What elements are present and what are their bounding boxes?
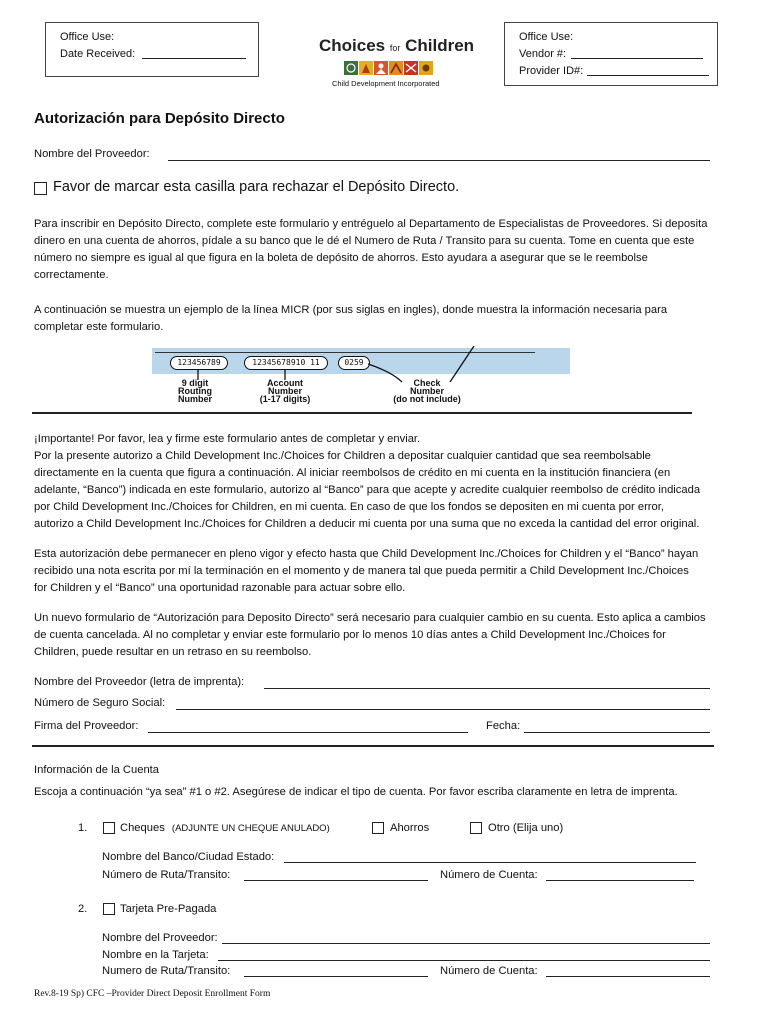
section-divider-bottom (32, 745, 714, 747)
option-2-provider-field[interactable] (222, 943, 710, 944)
option-2-account-label: Número de Cuenta: (440, 965, 538, 977)
ssn-field[interactable] (176, 709, 710, 710)
provider-id-label: Provider ID#: (519, 65, 584, 77)
provider-name-label: Nombre del Proveedor: (34, 148, 150, 160)
option-2-number: 2. (78, 903, 88, 915)
other-checkbox[interactable] (470, 822, 482, 834)
option-1-routing-label: Número de Ruta/Transito: (102, 869, 231, 881)
checking-checkbox[interactable] (103, 822, 115, 834)
logo-icons-strip (344, 60, 434, 76)
option-2-provider-label: Nombre del Proveedor: (102, 932, 218, 944)
micr-line: A continuación se muestra un ejemplo de la línea MICR (por sus siglas en ingles), donde muestra la información necesaria para (34, 304, 668, 316)
date-received-field[interactable] (142, 58, 246, 59)
logo-subtitle: Child Development Incorporated (332, 79, 440, 88)
vendor-number-field[interactable] (571, 58, 703, 59)
micr-account-caption-line: Number (267, 386, 302, 396)
signature-field[interactable] (148, 732, 468, 733)
checking-label-text: Cheques (120, 822, 165, 834)
authorization-line: adelante, “Banco”) indicada en este formulario, autorizo al “Banco” para que acepte y acredite cualquier reembolso de crédito indicada (34, 484, 701, 496)
option-2-routing-label: Numero de Ruta/Transito: (102, 965, 231, 977)
micr-paragraph (34, 302, 744, 336)
validity-line: recibido una nota escrita por mí la terminación en el momento y de manera tal que pueda permitir a Child Development Inc./Choices (34, 565, 689, 577)
micr-routing-caption-line: Number (177, 394, 212, 404)
validity-line: for Children y el “Banco” una oportunidad razonable para actuar sobre ello. (34, 582, 406, 594)
micr-account-caption-line: Account (267, 378, 303, 388)
changes-line: Children, puede resultar en un retraso en su reembolso. (34, 646, 312, 658)
logo-children-icons (344, 60, 434, 76)
ssn-label: Número de Seguro Social: (34, 697, 166, 709)
authorization-paragraph (34, 431, 754, 533)
signature-date-label: Fecha: (486, 720, 521, 732)
provider-name-field[interactable] (168, 160, 710, 161)
micr-line: completar este formulario. (34, 321, 164, 333)
validity-paragraph (34, 546, 754, 597)
option-1-account-label: Número de Cuenta: (440, 869, 538, 881)
intro-line: Para inscribir en Depósito Directo, complete este formulario y entréguelo al Departamento de Especialistas de Proveedores. Si deposita (34, 218, 708, 230)
authorization-line: autorizo a Child Development Inc./Choices for Children a deducir mi cuenta por una suma que no exceda la cantidad del error original. (34, 518, 700, 530)
signature-label: Firma del Proveedor: (34, 720, 139, 732)
micr-routing-sample-text: 123456789 (177, 358, 221, 367)
print-name-field[interactable] (264, 688, 710, 689)
micr-account-caption-line: (1-17 digits) (259, 394, 311, 404)
savings-checkbox[interactable] (372, 822, 384, 834)
office-use-left-box (45, 22, 259, 77)
option-1-routing-field[interactable] (244, 880, 428, 881)
micr-routing-caption (160, 379, 230, 403)
option-2-routing-field[interactable] (244, 976, 428, 977)
logo-choices-text: Choices (319, 36, 386, 55)
option-1-account-field[interactable] (546, 880, 694, 881)
changes-line: de cuenta cancelada. Al no completar y enviar este formulario por lo menos 10 días antes a Child Development Inc./Choices for (34, 629, 666, 641)
micr-account-caption (238, 379, 332, 403)
office-use-right-box (504, 22, 718, 86)
reject-direct-deposit-label: Favor de marcar esta casilla para rechazar el Depósito Directo. (53, 179, 460, 195)
prepaid-card-checkbox[interactable] (103, 903, 115, 915)
office-use-right-title: Office Use: (519, 31, 574, 43)
changes-line: Un nuevo formulario de “Autorización para Deposito Directo” será necesario para cualquier cambio en su cuenta. Esto aplica a cambios (34, 612, 706, 624)
intro-line: correctamente. (34, 269, 109, 281)
micr-check-caption-line: Number (409, 386, 444, 396)
account-info-heading: Información de la Cuenta (34, 764, 160, 776)
authorization-line: por Child Development Inc./Choices for Children, en mi cuenta. En caso de que los fondos se depositen en mi cuenta por error, (34, 501, 664, 513)
page-title: Autorización para Depósito Directo (34, 110, 285, 127)
office-use-left-title: Office Use: (60, 31, 115, 43)
provider-id-field[interactable] (587, 75, 709, 76)
choices-for-children-logo (300, 36, 490, 90)
micr-check-sample-text: 0259 (344, 358, 364, 367)
option-2-account-field[interactable] (546, 976, 710, 977)
logo-children-text: Children (405, 36, 475, 55)
print-name-label: Nombre del Proveedor (letra de imprenta): (34, 676, 245, 688)
form-footer: Rev.8-19 Sp) CFC –Provider Direct Deposit Enrollment Form (34, 989, 271, 999)
card-name-field[interactable] (218, 960, 710, 961)
micr-routing-caption-line: Routing (178, 386, 212, 396)
logo-for-text: for (389, 43, 401, 53)
micr-account-sample-text: 12345678910 11 (252, 358, 320, 367)
savings-label: Ahorros (390, 822, 430, 834)
bank-name-label: Nombre del Banco/Ciudad Estado: (102, 851, 275, 863)
micr-check-caption-line: (do not include) (393, 394, 461, 404)
other-label: Otro (Elija uno) (488, 822, 564, 834)
checking-label (120, 822, 330, 834)
date-received-label: Date Received: (60, 48, 136, 60)
authorization-line: Por la presente autorizo a Child Development Inc./Choices for Children a depositar cualquier cantidad que sea reembolsable (34, 450, 651, 462)
authorization-line: ¡Importante! Por favor, lea y firme este formulario antes de completar y enviar. (34, 433, 421, 445)
intro-line: dinero en una cuenta de ahorros, pídale a su banco que le dé el Numero de Ruta / Transito para su cuenta. Tome en cuenta que este (34, 235, 695, 247)
validity-line: Esta autorización debe permanecer en pleno vigor y efecto hasta que Child Development Inc./Choices for Children y el “Banco” hayan (34, 548, 699, 560)
section-divider-top (32, 412, 692, 414)
bank-name-field[interactable] (284, 862, 696, 863)
prepaid-card-label: Tarjeta Pre-Pagada (120, 903, 217, 915)
intro-line: número no siempre es igual al que figura en la boleta de depósito de ahorros. Esto ayudara a asegurar que se le reembolse (34, 252, 648, 264)
vendor-number-label: Vendor #: (519, 48, 567, 60)
micr-check-caption (374, 379, 480, 403)
authorization-line: directamente en la cuenta que figura a continuación. Al iniciar reembolsos de crédito en mi cuenta en la institución financiera (en (34, 467, 671, 479)
micr-check-caption-line: Check (413, 378, 441, 388)
reject-direct-deposit-checkbox[interactable] (34, 182, 47, 195)
card-name-label: Nombre en la Tarjeta: (102, 949, 209, 961)
option-1-number: 1. (78, 822, 88, 834)
checking-note: (ADJUNTE UN CHEQUE ANULADO) (171, 823, 330, 834)
changes-paragraph (34, 610, 754, 661)
intro-paragraph (34, 216, 744, 284)
signature-date-field[interactable] (524, 732, 710, 733)
micr-example-image (152, 346, 570, 408)
micr-routing-caption-line: 9 digit (181, 378, 209, 388)
account-info-instructions: Escoja a continuación “ya sea” #1 o #2. Asegúrese de indicar el tipo de cuenta. Por favor escriba claramente en letra de imprenta. (34, 786, 678, 798)
